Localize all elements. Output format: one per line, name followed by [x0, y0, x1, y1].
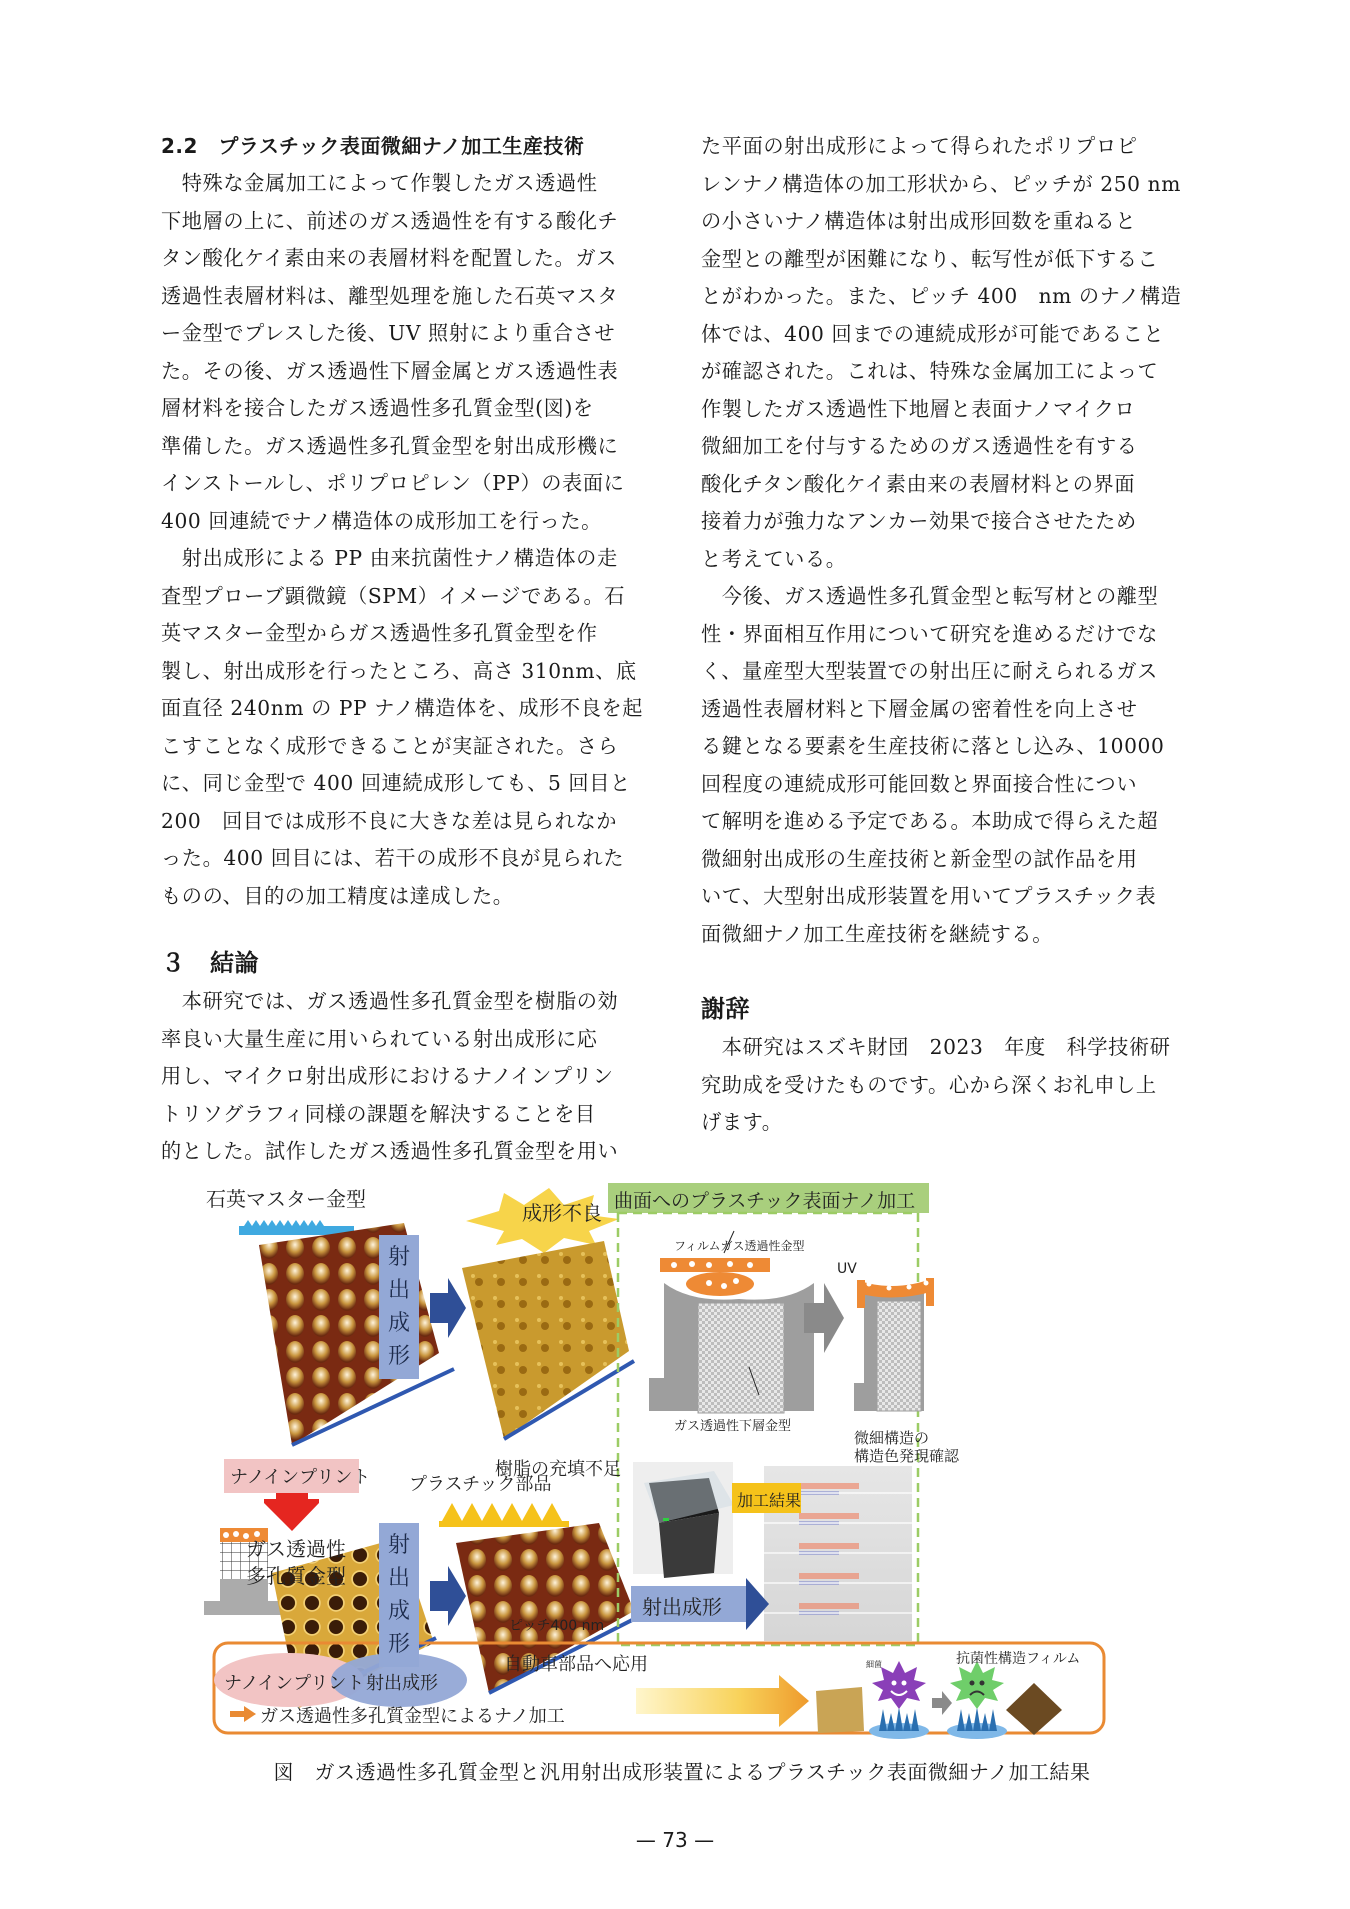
- text-line: の小さいナノ構造体は射出成形回数を重ねると: [701, 209, 1137, 233]
- gray-arrow-icon: [932, 1691, 952, 1715]
- processed-part-photo: [633, 1462, 734, 1578]
- figure-caption: 図 ガス透過性多孔質金型と汎用射出成形装置によるプラスチック表面微細ナノ加工結果: [273, 1760, 1091, 1784]
- text-line: 回程度の連続成形可能回数と界面接合性につい: [701, 771, 1138, 796]
- label-resin-underfill: 樹脂の充填不足: [495, 1459, 621, 1480]
- text-line: た平面の射出成形によって得られたポリプロピ: [701, 134, 1138, 158]
- bacteria-icon: [869, 1661, 929, 1739]
- text-line: 今後、ガス透過性多孔質金型と転写材との離型: [701, 584, 1159, 608]
- sad-bacteria-icon: [947, 1661, 1007, 1739]
- text-line: 接着力が強力なアンカー効果で接合させたため: [701, 509, 1137, 533]
- text-line: ものの、目的の加工精度は達成した。: [161, 883, 514, 908]
- afm-image-molding-defect: [462, 1241, 634, 1439]
- label-quartz-master: 石英マスター金型: [206, 1187, 366, 1211]
- text-line: 査型プローブ顕微鏡（SPM）イメージである。石: [161, 583, 626, 608]
- label-char: 形: [387, 1343, 410, 1369]
- text-line: 下地層の上に、前述のガス透過性を有する酸化チ: [161, 208, 619, 233]
- right-paragraph-2: [701, 578, 1206, 953]
- label-gas-porous-mold-line2: 多孔質金型: [246, 1564, 346, 1588]
- injection-box-vertical-2: [379, 1523, 419, 1667]
- label-automotive: 自動車部品へ応用: [504, 1654, 648, 1675]
- text-line: る鍵となる要素を生産技術に落とし込み、10000: [701, 734, 1165, 758]
- label-plastic-part: プラスチック部品: [409, 1474, 552, 1495]
- label-curved-title: 曲面へのプラスチック表面ナノ加工: [614, 1190, 916, 1212]
- text-line: タン酸化ケイ素由来の表層材料を配置した。ガス: [161, 246, 617, 270]
- text-line: 準備した。ガス透過性多孔質金型を射出成形機に: [161, 433, 619, 458]
- text-line: 透過性表層材料は、離型処理を施した石英マスタ: [161, 283, 619, 308]
- text-line: 的とした。試作したガス透過性多孔質金型を用い: [161, 1139, 619, 1163]
- text-line: いて、大型射出成形装置を用いてプラスチック表: [701, 884, 1157, 908]
- text-line: 200 回目では成形不良に大きな差は見られなか: [161, 808, 618, 833]
- text-line: 製し、射出成形を行ったところ、高さ 310nm、底: [161, 658, 637, 683]
- label-film-mold: フィルムガス透過性金型: [674, 1239, 805, 1253]
- text-line: 400 回連続でナノ構造体の成形加工を行った。: [161, 508, 602, 533]
- text-line: 率良い大量生産に用いられている射出成形に応: [161, 1026, 598, 1051]
- textured-film-icon: [816, 1687, 864, 1733]
- section-2-2-paragraph-1: [161, 165, 666, 540]
- text-line: 面微細ナノ加工生産技術を継続する。: [701, 921, 1053, 946]
- text-line: げます。: [701, 1110, 783, 1134]
- antibacterial-film-icon: [1006, 1683, 1062, 1735]
- text-line: 用し、マイクロ射出成形におけるナノインプリン: [161, 1064, 614, 1088]
- label-gas-porous-mold-line1: ガス透過性: [246, 1537, 346, 1561]
- text-line: 究助成を受けたものです。心から深くお礼申し上: [701, 1072, 1157, 1097]
- text-line: 透過性表層材料と下層金属の密着性を向上させ: [701, 696, 1138, 721]
- label-process-result: 加工結果: [737, 1491, 802, 1510]
- text-line: 酸化チタン酸化ケイ素由来の表層材料との界面: [701, 471, 1136, 496]
- label-molding-defect: 成形不良: [522, 1201, 602, 1225]
- plastic-part-icon: [439, 1503, 569, 1527]
- label-char: 出: [387, 1277, 410, 1303]
- text-line: に、同じ金型で 400 回連続成形しても、5 回目と: [161, 771, 631, 795]
- text-line: 面直径 240nm の PP ナノ構造体を、成形不良を起: [161, 696, 644, 720]
- label-char: 射: [387, 1532, 410, 1558]
- text-line: 微細射出成形の生産技術と新金型の試作品を用: [701, 846, 1138, 871]
- text-line: った。400 回目には、若干の成形不良が見られた: [161, 846, 625, 870]
- label-structural-color-line2: 構造色発現確認: [854, 1447, 960, 1465]
- section-3-paragraph: [161, 983, 666, 1171]
- label-char: 出: [387, 1565, 410, 1591]
- label-bacteria: 細菌: [866, 1660, 882, 1669]
- label-antibacterial-film: 抗菌性構造フィルム: [956, 1651, 1081, 1667]
- text-line: レンナノ構造体の加工形状から、ピッチが 250 nm: [701, 171, 1181, 196]
- text-line: が確認された。これは、特殊な金属加工によって: [701, 359, 1159, 383]
- right-paragraph-1: [701, 128, 1206, 578]
- text-line: 英マスター金型からガス透過性多孔質金型を作: [161, 621, 598, 645]
- label-lower-mold: ガス透過性下層金型: [674, 1419, 792, 1434]
- left-column: [161, 128, 666, 1171]
- label-char: 成: [387, 1598, 410, 1624]
- text-line: とがわかった。また、ピッチ 400 nm のナノ構造: [701, 284, 1182, 308]
- label-summary-result: ガス透過性多孔質金型によるナノ加工: [260, 1706, 565, 1727]
- text-line: 性・界面相互作用について研究を進めるだけでな: [701, 621, 1158, 646]
- label-summary-injection: 射出成形: [366, 1673, 438, 1694]
- text-line: トリソグラフィ同様の課題を解決することを目: [161, 1101, 596, 1126]
- text-line: ー金型でプレスした後、UV 照射により重合させ: [161, 321, 616, 345]
- label-char: 形: [387, 1631, 410, 1657]
- acknowledgement-heading: 謝辞: [701, 995, 750, 1023]
- down-arrow-icon: [264, 1499, 319, 1531]
- text-line: 微細加工を付与するためのガス透過性を有する: [701, 434, 1138, 458]
- section-2-2-heading: 2.2 プラスチック表面微細ナノ加工生産技術: [161, 134, 585, 158]
- text-line: 射出成形による PP 由来抗菌性ナノ構造体の走: [161, 546, 618, 570]
- text-line: 層材料を接合したガス透過性多孔質金型(図)を: [161, 396, 594, 420]
- text-line: て解明を進める予定である。本助成で得らえた超: [701, 809, 1159, 833]
- text-line: こすことなく成形できることが実証された。さら: [161, 733, 619, 758]
- arrow-right-icon: [430, 1566, 466, 1626]
- text-line: 体では、400 回までの連続成形が可能であること: [701, 321, 1165, 346]
- mold-schematic-after: [854, 1278, 934, 1411]
- section-2-2-paragraph-2: [161, 540, 666, 915]
- text-line: た。その後、ガス透過性下層金属とガス透過性表: [161, 358, 619, 383]
- gradient-arrow-icon: [636, 1675, 809, 1727]
- label-pitch: ピッチ400 nm: [509, 1618, 605, 1634]
- text-line: 金型との離型が困難になり、転写性が低下するこ: [701, 246, 1159, 271]
- arrow-right-icon: [430, 1278, 466, 1338]
- text-line: インストールし、ポリプロピレン（PP）の表面に: [161, 471, 625, 495]
- text-line: 本研究では、ガス透過性多孔質金型を樹脂の効: [161, 989, 619, 1013]
- label-nanoimprint: ナノインプリント: [230, 1467, 371, 1488]
- text-line: 本研究はスズキ財団 2023 年度 科学技術研: [701, 1035, 1171, 1059]
- label-char: 成: [387, 1310, 410, 1336]
- right-column: [701, 128, 1206, 1142]
- text-line: 作製したガス透過性下地層と表面ナノマイクロ: [701, 396, 1136, 421]
- label-char: 射: [387, 1244, 410, 1270]
- text-line: く、量産型大型装置での射出圧に耐えられるガス: [701, 659, 1158, 683]
- quartz-master-mold-icon: [239, 1220, 354, 1235]
- injection-box-vertical-1: [379, 1235, 419, 1379]
- label-structural-color-line1: 微細構造の: [854, 1429, 930, 1447]
- text-line: と考えている。: [701, 546, 847, 571]
- figure: [204, 1183, 1134, 1743]
- page-number: — 73 —: [635, 1828, 715, 1852]
- acknowledgement-paragraph: [701, 1029, 1206, 1142]
- section-3-heading: ３ 結論: [161, 949, 259, 977]
- orange-arrow-icon: [230, 1706, 256, 1722]
- label-summary-nanoimprint: ナノインプリント: [224, 1673, 365, 1694]
- text-line: 特殊な金属加工によって作製したガス透過性: [161, 171, 598, 195]
- afm-image-master-cones: [259, 1223, 454, 1445]
- mold-schematic-before: [649, 1231, 814, 1413]
- label-uv: UV: [837, 1261, 857, 1277]
- label-injection-horizontal: 射出成形: [642, 1595, 722, 1619]
